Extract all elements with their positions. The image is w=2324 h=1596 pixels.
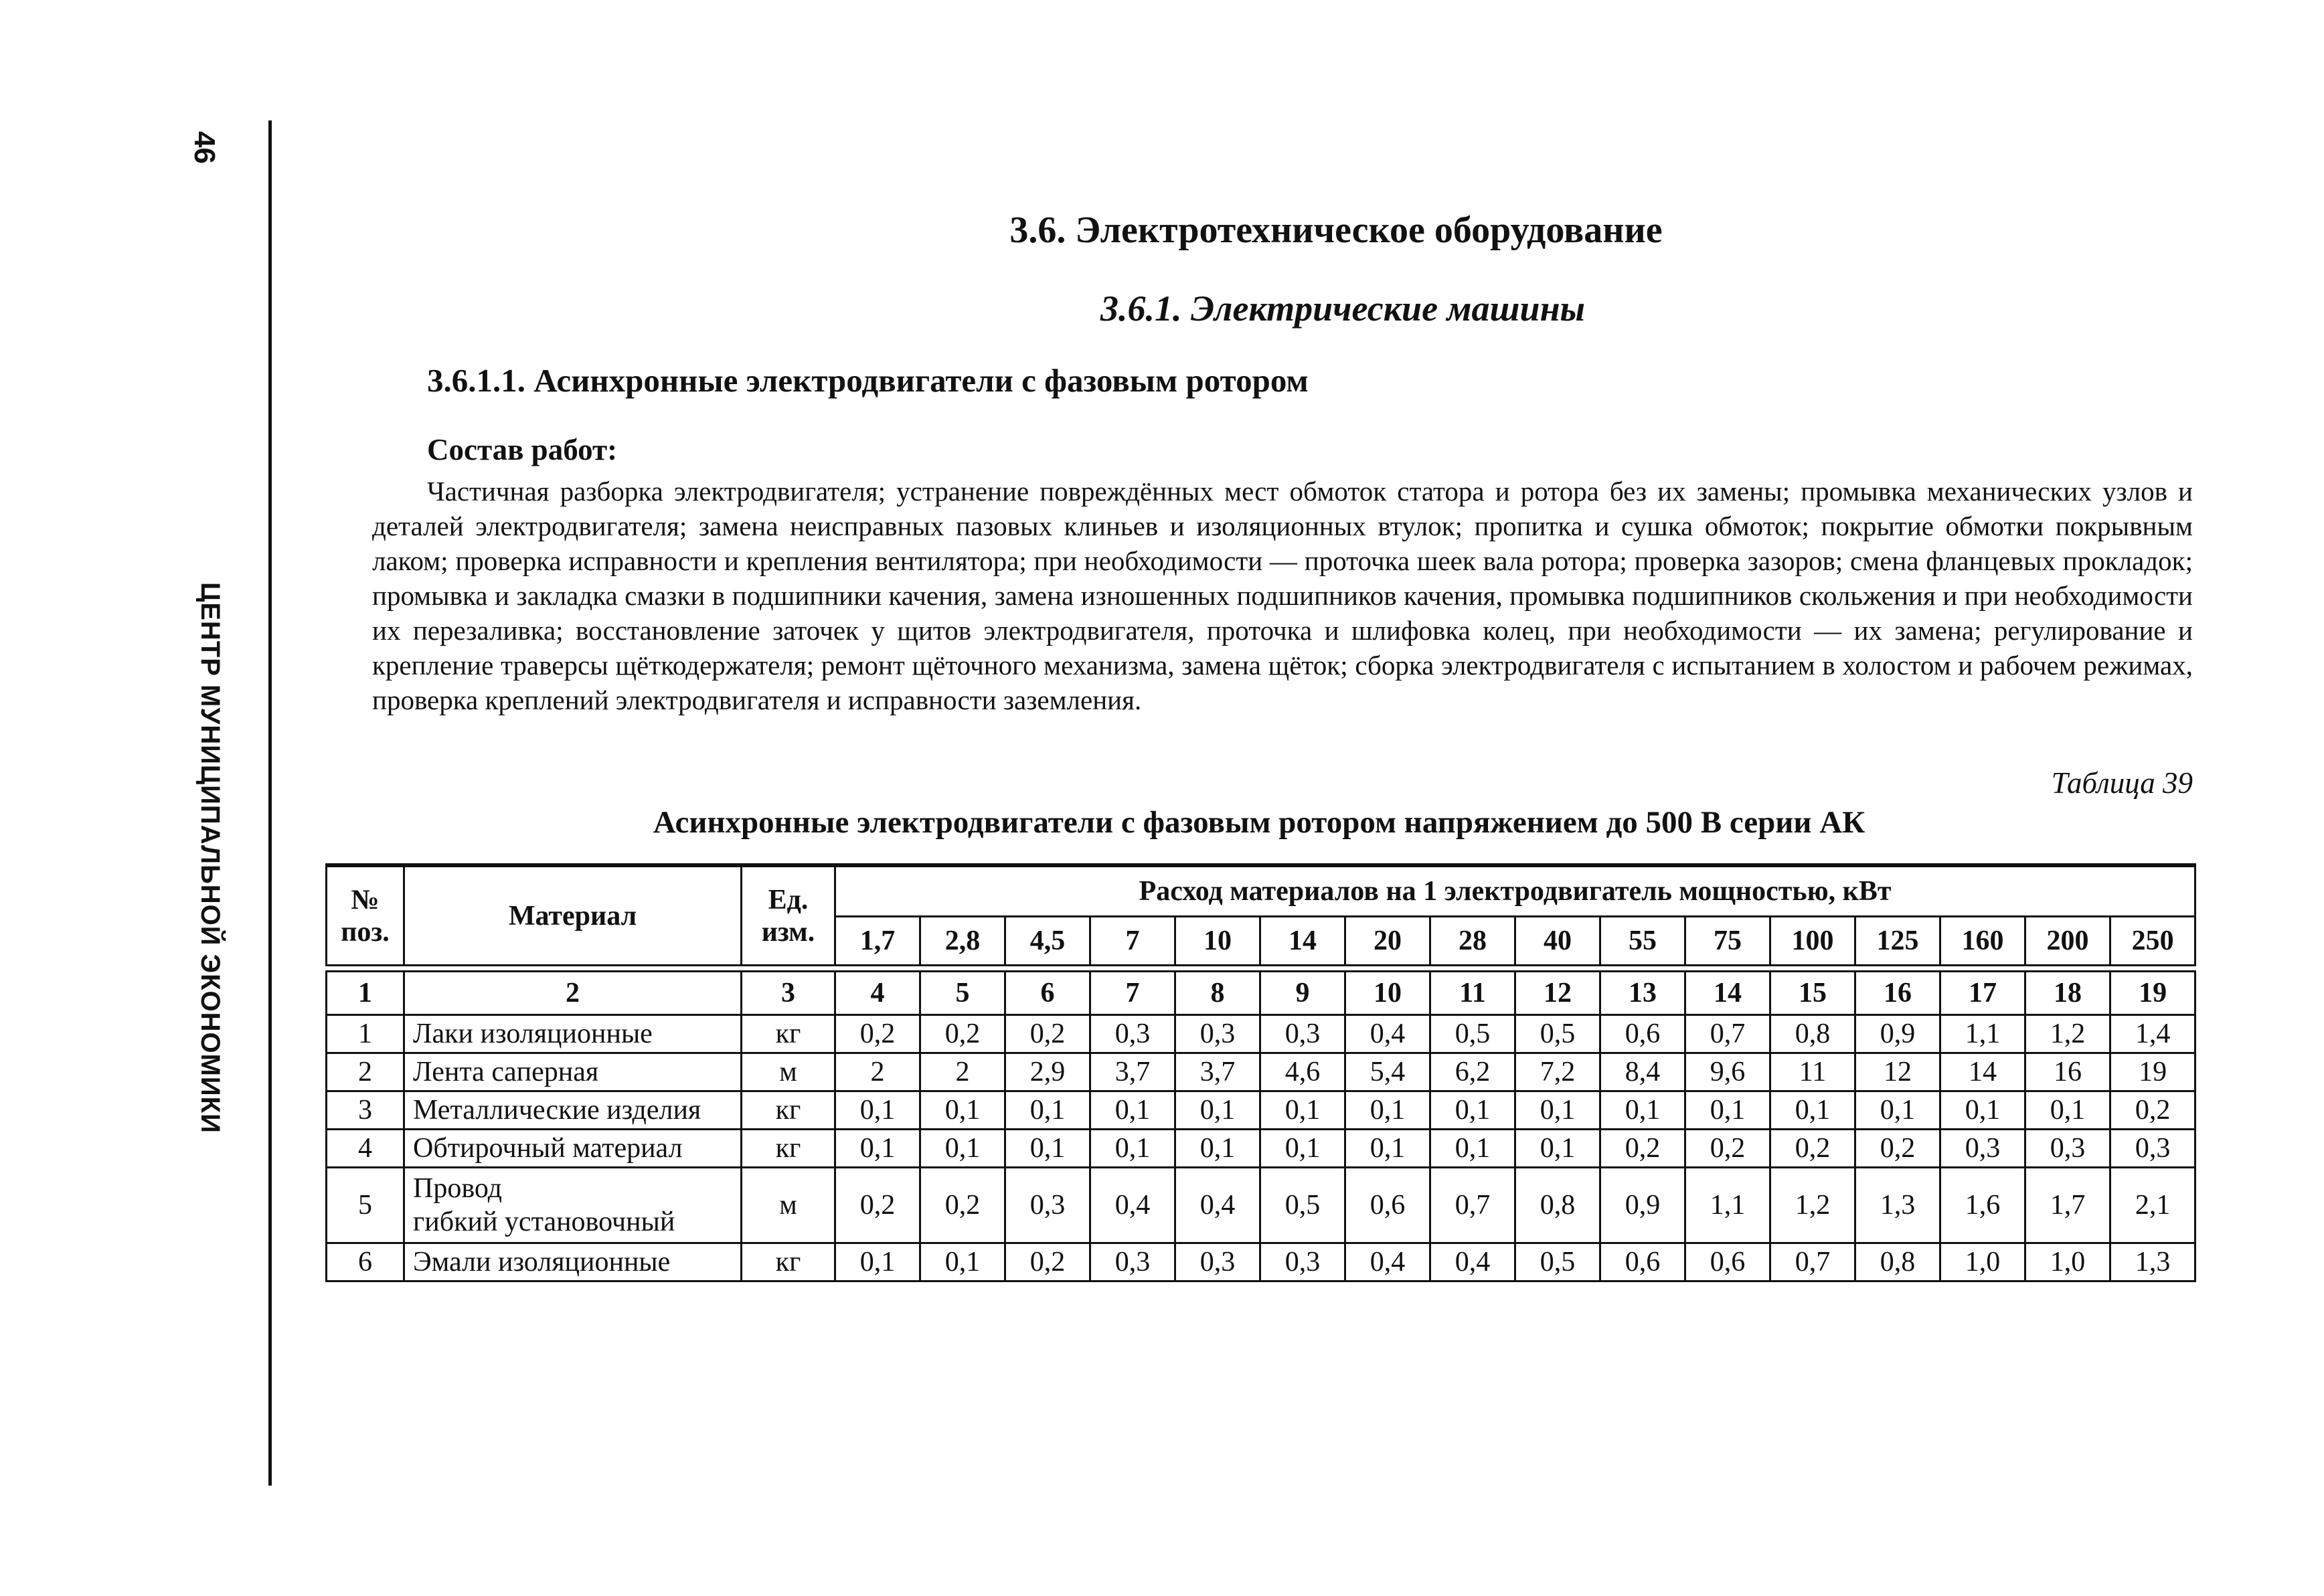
cell-value: 0,1 <box>1430 1091 1515 1130</box>
column-number: 9 <box>1260 972 1345 1015</box>
cell-value: 0,1 <box>1515 1091 1600 1130</box>
column-number: 15 <box>1770 972 1855 1015</box>
header-power: 28 <box>1430 917 1515 966</box>
cell-value: 0,1 <box>920 1243 1005 1281</box>
subsection-title: 3.6.1. Электрические машины <box>1100 288 1586 329</box>
header-power: 7 <box>1090 917 1175 966</box>
header-power: 200 <box>2025 917 2110 966</box>
header-power: 55 <box>1600 917 1685 966</box>
column-number: 13 <box>1600 972 1685 1015</box>
header-power: 75 <box>1685 917 1770 966</box>
cell-value: 7,2 <box>1515 1053 1600 1091</box>
cell-value: 0,4 <box>1090 1168 1175 1243</box>
cell-value: 0,9 <box>1600 1168 1685 1243</box>
cell-value: 1,4 <box>2110 1015 2195 1053</box>
cell-value: 0,1 <box>1430 1130 1515 1168</box>
cell-material: Обтирочный материал <box>404 1130 742 1168</box>
table-separator <box>327 966 2195 972</box>
cell-value: 0,2 <box>920 1015 1005 1053</box>
cell-value: 0,1 <box>1770 1091 1855 1130</box>
cell-value: 3,7 <box>1090 1053 1175 1091</box>
column-number-row <box>327 972 2195 1015</box>
header-power: 14 <box>1260 917 1345 966</box>
cell-value: 0,1 <box>1175 1130 1260 1168</box>
cell-value: 0,2 <box>835 1015 920 1053</box>
cell-value: 0,1 <box>1855 1091 1940 1130</box>
column-number: 6 <box>1005 972 1090 1015</box>
cell-value: 19 <box>2110 1053 2195 1091</box>
cell-value: 0,1 <box>920 1091 1005 1130</box>
cell-value: 0,3 <box>2110 1130 2195 1168</box>
cell-value: 0,1 <box>1090 1130 1175 1168</box>
cell-value: 0,2 <box>1600 1130 1685 1168</box>
column-number: 18 <box>2025 972 2110 1015</box>
header-unit: Ед. изм. <box>742 865 835 966</box>
cell-value: 0,3 <box>2025 1130 2110 1168</box>
cell-pos: 6 <box>327 1243 404 1281</box>
cell-value: 0,1 <box>835 1243 920 1281</box>
cell-value: 0,2 <box>1770 1130 1855 1168</box>
cell-value: 0,7 <box>1430 1168 1515 1243</box>
cell-value: 9,6 <box>1685 1053 1770 1091</box>
cell-value: 5,4 <box>1345 1053 1430 1091</box>
cell-value: 11 <box>1770 1053 1855 1091</box>
cell-value: 0,2 <box>835 1168 920 1243</box>
table-row <box>327 1015 2195 1053</box>
cell-value: 2,1 <box>2110 1168 2195 1243</box>
page-number: 46 <box>188 131 221 164</box>
cell-material: Провод гибкий установочный <box>404 1168 742 1243</box>
cell-value: 0,1 <box>835 1091 920 1130</box>
cell-value: 0,1 <box>1005 1091 1090 1130</box>
cell-value: 1,3 <box>2110 1243 2195 1281</box>
cell-value: 0,3 <box>1090 1015 1175 1053</box>
cell-value: 0,7 <box>1685 1015 1770 1053</box>
cell-value: 0,1 <box>1600 1091 1685 1130</box>
cell-value: 0,2 <box>1855 1130 1940 1168</box>
column-number: 5 <box>920 972 1005 1015</box>
cell-value: 0,5 <box>1515 1243 1600 1281</box>
header-group: Расход материалов на 1 электродвигатель мощностью, кВт <box>835 865 2195 917</box>
cell-value: 0,3 <box>1260 1015 1345 1053</box>
section-title: 3.6. Электротехническое оборудование <box>1009 209 1663 251</box>
column-number: 8 <box>1175 972 1260 1015</box>
cell-value: 0,5 <box>1430 1015 1515 1053</box>
cell-unit: кг <box>742 1091 835 1130</box>
cell-value: 12 <box>1855 1053 1940 1091</box>
cell-value: 0,2 <box>1005 1015 1090 1053</box>
cell-value: 0,6 <box>1685 1243 1770 1281</box>
header-pos: № поз. <box>327 865 404 966</box>
cell-value: 0,4 <box>1430 1243 1515 1281</box>
header-power: 1,7 <box>835 917 920 966</box>
cell-value: 0,2 <box>920 1168 1005 1243</box>
cell-value: 0,6 <box>1600 1243 1685 1281</box>
cell-value: 0,7 <box>1770 1243 1855 1281</box>
cell-value: 1,0 <box>1940 1243 2025 1281</box>
cell-value: 0,4 <box>1345 1243 1430 1281</box>
cell-value: 0,1 <box>1685 1091 1770 1130</box>
cell-unit: кг <box>742 1243 835 1281</box>
cell-value: 0,3 <box>1090 1243 1175 1281</box>
cell-value: 2 <box>835 1053 920 1091</box>
cell-value: 3,7 <box>1175 1053 1260 1091</box>
cell-value: 0,1 <box>835 1130 920 1168</box>
cell-value: 1,1 <box>1685 1168 1770 1243</box>
table-row <box>327 1243 2195 1281</box>
header-power: 20 <box>1345 917 1430 966</box>
cell-pos: 2 <box>327 1053 404 1091</box>
column-number: 16 <box>1855 972 1940 1015</box>
table-title: Асинхронные электродвигатели с фазовым ротором напряжением до 500 В серии АК <box>653 805 1865 840</box>
column-number: 4 <box>835 972 920 1015</box>
header-power: 40 <box>1515 917 1600 966</box>
cell-value: 1,2 <box>1770 1168 1855 1243</box>
cell-value: 0,3 <box>1260 1243 1345 1281</box>
table-row <box>327 1053 2195 1091</box>
column-number: 19 <box>2110 972 2195 1015</box>
column-number: 17 <box>1940 972 2025 1015</box>
header-material: Материал <box>404 865 742 966</box>
header-power: 2,8 <box>920 917 1005 966</box>
cell-value: 0,4 <box>1175 1168 1260 1243</box>
cell-material: Эмали изоляционные <box>404 1243 742 1281</box>
cell-value: 0,9 <box>1855 1015 1940 1053</box>
cell-value: 0,1 <box>1345 1130 1430 1168</box>
column-number: 7 <box>1090 972 1175 1015</box>
cell-value: 0,1 <box>1005 1130 1090 1168</box>
publisher-label: ЦЕНТР МУНИЦИПАЛЬНОЙ ЭКОНОМИКИ <box>195 582 225 1134</box>
column-number: 14 <box>1685 972 1770 1015</box>
cell-value: 0,4 <box>1345 1015 1430 1053</box>
cell-value: 14 <box>1940 1053 2025 1091</box>
table-row <box>327 1130 2195 1168</box>
cell-value: 0,8 <box>1770 1015 1855 1053</box>
cell-pos: 4 <box>327 1130 404 1168</box>
cell-value: 0,1 <box>1090 1091 1175 1130</box>
subsubsection-title: 3.6.1.1. Асинхронные электродвигатели с фазовым ротором <box>427 362 1309 399</box>
cell-value: 2 <box>920 1053 1005 1091</box>
cell-value: 16 <box>2025 1053 2110 1091</box>
column-number: 11 <box>1430 972 1515 1015</box>
cell-value: 1,0 <box>2025 1243 2110 1281</box>
cell-value: 0,2 <box>2110 1091 2195 1130</box>
cell-material: Лаки изоляционные <box>404 1015 742 1053</box>
cell-value: 2,9 <box>1005 1053 1090 1091</box>
cell-value: 0,8 <box>1515 1168 1600 1243</box>
table-label: Таблица 39 <box>2051 766 2193 800</box>
header-power: 250 <box>2110 917 2195 966</box>
cell-unit: м <box>742 1168 835 1243</box>
cell-pos: 3 <box>327 1091 404 1130</box>
cell-value: 0,2 <box>1685 1130 1770 1168</box>
table-row <box>327 1168 2195 1243</box>
cell-value: 1,7 <box>2025 1168 2110 1243</box>
column-number: 10 <box>1345 972 1430 1015</box>
cell-value: 0,3 <box>1175 1243 1260 1281</box>
materials-table <box>325 863 2196 1282</box>
cell-value: 0,2 <box>1005 1243 1090 1281</box>
cell-value: 0,1 <box>1940 1091 2025 1130</box>
table-row <box>327 1091 2195 1130</box>
cell-unit: кг <box>742 1015 835 1053</box>
cell-value: 1,2 <box>2025 1015 2110 1053</box>
cell-material: Лента caперная <box>404 1053 742 1091</box>
cell-value: 0,1 <box>1345 1091 1430 1130</box>
cell-value: 0,1 <box>1260 1091 1345 1130</box>
cell-pos: 1 <box>327 1015 404 1053</box>
cell-value: 0,3 <box>1005 1168 1090 1243</box>
cell-pos: 5 <box>327 1168 404 1243</box>
column-number: 12 <box>1515 972 1600 1015</box>
cell-unit: м <box>742 1053 835 1091</box>
work-heading: Состав работ: <box>427 433 618 466</box>
cell-value: 0,1 <box>920 1130 1005 1168</box>
column-number: 2 <box>404 972 742 1015</box>
work-description: Частичная разборка электродвигателя; устранение повреждённых мест обмоток статора и ротора без их замены; промывка механических узлов и деталей электродвигателя; замена неисправных пазовых клиньев и изоляционных втулок; пропитка и сушка обмоток; покрытие обмотки покрывным лаком; проверка исправности и крепления вентилятора; при необходимости — проточка шеек вала ротора; проверка зазоров; смена фланцевых прокладок; промывка и закладка смазки в подшипники качения, замена изношенных подшипников качения, промывка подшипников скольжения и при необходимости их перезаливка; восстановление заточек у щитов электродвигателя, проточка и шлифовка колец, при необходимости — их замена; регулирование и крепление траверсы щёткодержателя; ремонт щёточного механизма, замена щёток; сборка электродвигателя с испытанием в холостом и рабочем режимах, проверка креплений электродвигателя и исправности заземления. <box>372 476 2193 715</box>
cell-value: 0,5 <box>1515 1015 1600 1053</box>
cell-value: 0,1 <box>1260 1130 1345 1168</box>
cell-value: 0,6 <box>1600 1015 1685 1053</box>
header-power: 160 <box>1940 917 2025 966</box>
cell-value: 0,1 <box>1175 1091 1260 1130</box>
header-power: 100 <box>1770 917 1855 966</box>
cell-value: 4,6 <box>1260 1053 1345 1091</box>
cell-value: 0,3 <box>1175 1015 1260 1053</box>
cell-value: 1,3 <box>1855 1168 1940 1243</box>
header-power: 10 <box>1175 917 1260 966</box>
header-power: 125 <box>1855 917 1940 966</box>
cell-value: 8,4 <box>1600 1053 1685 1091</box>
cell-value: 6,2 <box>1430 1053 1515 1091</box>
column-number: 3 <box>742 972 835 1015</box>
cell-material: Металлические изделия <box>404 1091 742 1130</box>
cell-value: 0,8 <box>1855 1243 1940 1281</box>
cell-value: 0,5 <box>1260 1168 1345 1243</box>
cell-value: 1,1 <box>1940 1015 2025 1053</box>
cell-unit: кг <box>742 1130 835 1168</box>
cell-value: 0,1 <box>1515 1130 1600 1168</box>
cell-value: 1,6 <box>1940 1168 2025 1243</box>
cell-value: 0,1 <box>2025 1091 2110 1130</box>
cell-value: 0,3 <box>1940 1130 2025 1168</box>
header-power: 4,5 <box>1005 917 1090 966</box>
cell-value: 0,6 <box>1345 1168 1430 1243</box>
column-number: 1 <box>327 972 404 1015</box>
